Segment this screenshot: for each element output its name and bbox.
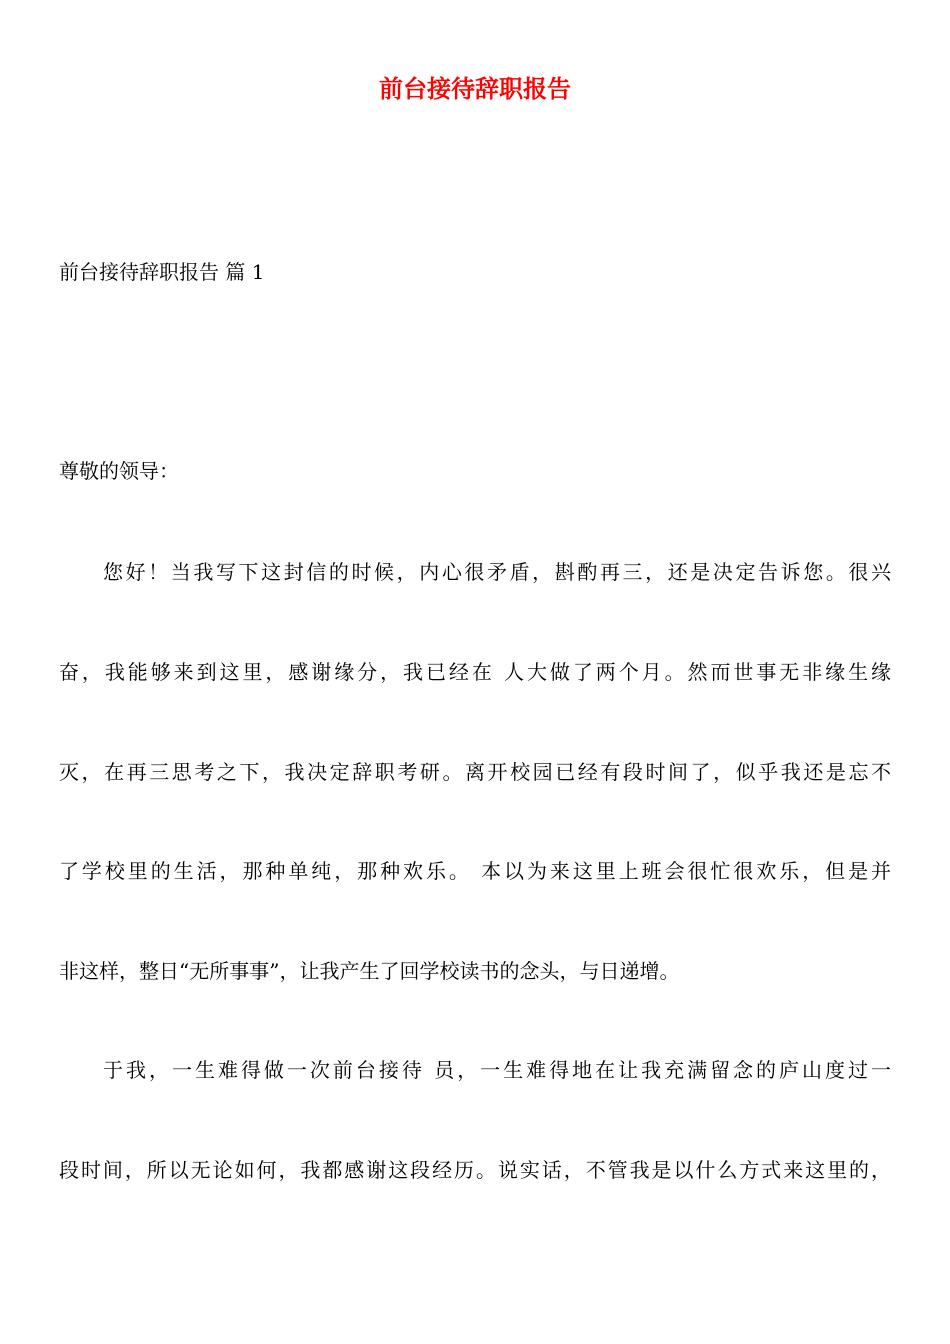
paragraph-1-line-3: 灭，在再三思考之下，我决定辞职考研。离开校园已经有段时间了，似乎我还是忘不: [59, 760, 891, 784]
paragraph-1-line-5: 非这样，整日“无所事事”，让我产生了回学校读书的念头，与日递增。: [59, 959, 680, 983]
salutation: 尊敬的领导：: [59, 459, 179, 483]
section-heading: 前台接待辞职报告 篇 1: [59, 260, 265, 284]
paragraph-1-line-1: 您好！当我写下这封信的时候，内心很矛盾，斟酌再三，还是决定告诉您。很兴: [103, 560, 891, 584]
document-title: 前台接待辞职报告: [379, 75, 571, 103]
paragraph-2-line-1: 于我，一生难得做一次前台接待 员，一生难得地在让我充满留念的庐山度过一: [103, 1058, 891, 1082]
paragraph-1-line-2: 奋，我能够来到这里，感谢缘分，我已经在 人大做了两个月。然而世事无非缘生缘: [59, 660, 891, 684]
paragraph-1-line-4: 了学校里的生活，那种单纯，那种欢乐。 本以为来这里上班会很忙很欢乐，但是并: [59, 859, 891, 883]
paragraph-2-line-2: 段时间，所以无论如何，我都感谢这段经历。说实话，不管我是以什么方式来这里的，: [59, 1158, 891, 1182]
